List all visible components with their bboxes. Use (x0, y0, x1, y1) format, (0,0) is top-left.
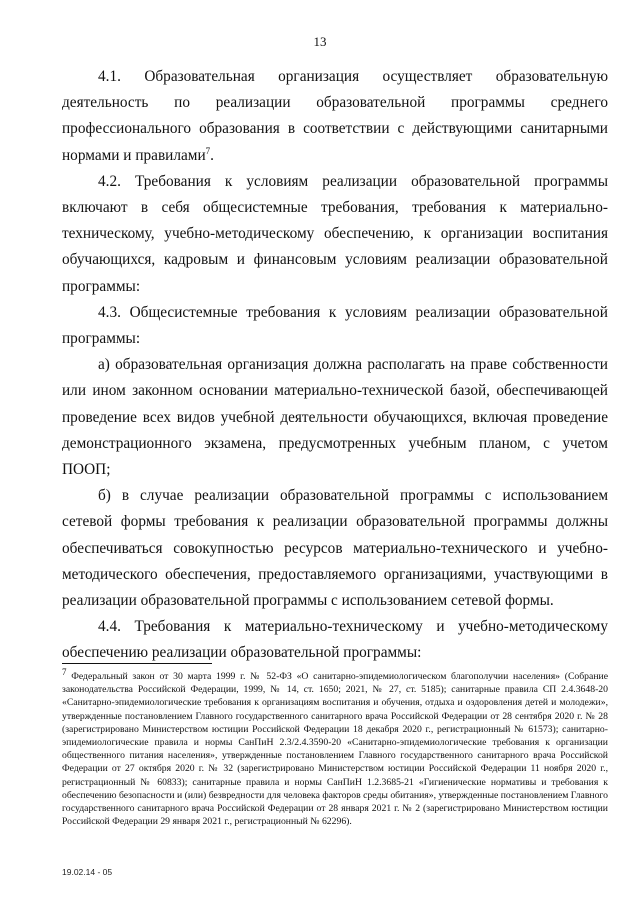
paragraph-4-2: 4.2. Требования к условиям реализации образовательной программы включают в себя общесистемные требования, требования к материально-техническому, учебно-методическому обеспечению, к организации воспитания обучающихся, кадровым и финансовым условиям реализации образовательной программы: (62, 172, 608, 295)
body-text (62, 64, 608, 667)
footnote (62, 666, 608, 828)
paragraph-tail: . (210, 146, 214, 164)
paragraph-4-3-b: б) в случае реализации образовательной программы с использованием сетевой формы требования к реализации образовательной программы должны обеспечиваться совокупностью ресурсов материально-технического и учебно-методического обеспечения, предоставляемого организациями, участвующими в реализации образовательной программы с использованием сетевой формы. (62, 487, 608, 610)
paragraph-4-3: 4.3. Общесистемные требования к условиям реализации образовательной программы: (62, 303, 608, 348)
paragraph-text: 4.1. Образовательная организация осуществляет образовательную деятельность по реализации образовательной программы среднего профессионального образования в соответствии с действующими санитарными нормами и правилами (62, 68, 608, 164)
paragraph-4-1 (62, 64, 608, 169)
paragraph-4-4: 4.4. Требования к материально-техническому и учебно-методическому обеспечению реализации образовательной программы: (62, 618, 608, 662)
paragraph-4-3-a: а) образовательная организация должна располагать на праве собственности или ином законном основании материально-технической базой, обеспечивающей проведение всех видов учебной деятельности обучающихся, включая проведение демонстрационного экзамена, предусмотренных учебным планом, с учетом ПООП; (62, 356, 608, 479)
footnote-reference: 7 (205, 145, 211, 156)
footnote-mark: 7 (62, 666, 67, 677)
footnote-divider (62, 663, 212, 664)
document-code: 19.02.14 - 05 (62, 867, 113, 877)
page-number: 13 (313, 34, 327, 49)
footnote-text: Федеральный закон от 30 марта 1999 г. № 52-ФЗ «О санитарно-эпидемиологическом благополучии населения» (Собрание законодательства Российской Федерации, 1999, № 14, ст. 1650; 2021, № 27, ст. 5185); санитарные правила СП 2.4.3648-20 «Санитарно-эпидемиологические требования к организациям воспитания и обучения, отдыха и оздоровления детей и молодежи», утвержденные постановлением Главного государственного санитарного врача Российской Федерации от 28 сентября 2020 г. № 28 (зарегистрировано Министерством юстиции Российской Федерации 18 декабря 2020 г., регистрационный № 61573); санитарно-эпидемиологические правила и нормы СанПиН 2.3/2.4.3590-20 «Санитарно-эпидемиологические требования к организации общественного питания населения», утвержденные постановлением Главного государственного санитарного врача Российской Федерации от 27 октября 2020 г. № 32 (зарегистрировано Министерством юстиции Российской Федерации 11 ноября 2020 г., регистрационный № 60833); санитарные правила и нормы СанПиН 1.2.3685-21 «Гигиенические нормативы и требования к обеспечению безопасности и (или) безвредности для человека факторов среды обитания», утвержденные постановлением Главного государственного санитарного врача Российской Федерации от 28 января 2021 г. № 2 (зарегистрировано Министерством юстиции Российской Федерации 29 января 2021 г., регистрационный № 62296). (62, 671, 608, 828)
